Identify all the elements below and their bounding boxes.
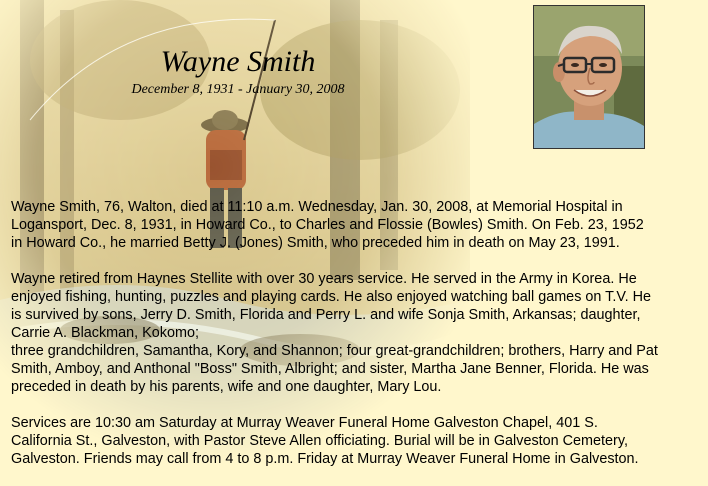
deceased-name: Wayne Smith xyxy=(160,45,316,78)
text-line: California St., Galveston, with Pastor Steve Allen officiating. Burial will be in Galveston Cemetery, xyxy=(11,433,628,449)
text-line: Logansport, Dec. 8, 1931, in Howard Co., to Charles and Flossie (Bowles) Smith. On Feb. 23, 1952 xyxy=(11,217,644,233)
text-line: three grandchildren, Samantha, Kory, and Shannon; four great-grandchildren; brothers, Harry and Pat xyxy=(11,343,658,359)
portrait-photo xyxy=(533,5,645,149)
text-line: Carrie A. Blackman, Kokomo; xyxy=(11,325,199,341)
text-line: Wayne Smith, 76, Walton, died at 11:10 a.m. Wednesday, Jan. 30, 2008, at Memorial Hospital in xyxy=(11,199,623,215)
text-line: is survived by sons, Jerry D. Smith, Florida and Perry L. and wife Sonja Smith, Arkansas; daughter, xyxy=(11,307,641,323)
obituary-paragraph-life-survivors xyxy=(11,270,703,396)
text-line: Services are 10:30 am Saturday at Murray Weaver Funeral Home Galveston Chapel, 401 S. xyxy=(11,415,598,431)
text-line: preceded in death by his parents, wife and one daughter, Mary Lou. xyxy=(11,379,442,395)
text-line: Galveston. Friends may call from 4 to 8 p.m. Friday at Murray Weaver Funeral Home in Galveston. xyxy=(11,451,639,467)
text-line: in Howard Co., he married Betty J. (Jones) Smith, who preceded him in death on May 23, 1991. xyxy=(11,235,620,251)
obituary-paragraph-birth-marriage xyxy=(11,198,703,252)
text-line: enjoyed fishing, hunting, puzzles and playing cards. He also enjoyed watching ball games on T.V. He xyxy=(11,289,651,305)
text-line: Wayne retired from Haynes Stellite with over 30 years service. He served in the Army in Korea. He xyxy=(11,271,637,287)
text-line: Smith, Amboy, and Anthonal "Boss" Smith, Albright; and sister, Martha Jane Benner, Florida. He was xyxy=(11,361,649,377)
obituary-text xyxy=(11,198,703,486)
life-dates: December 8, 1931 - January 30, 2008 xyxy=(131,82,345,97)
obituary-paragraph-services xyxy=(11,414,703,468)
